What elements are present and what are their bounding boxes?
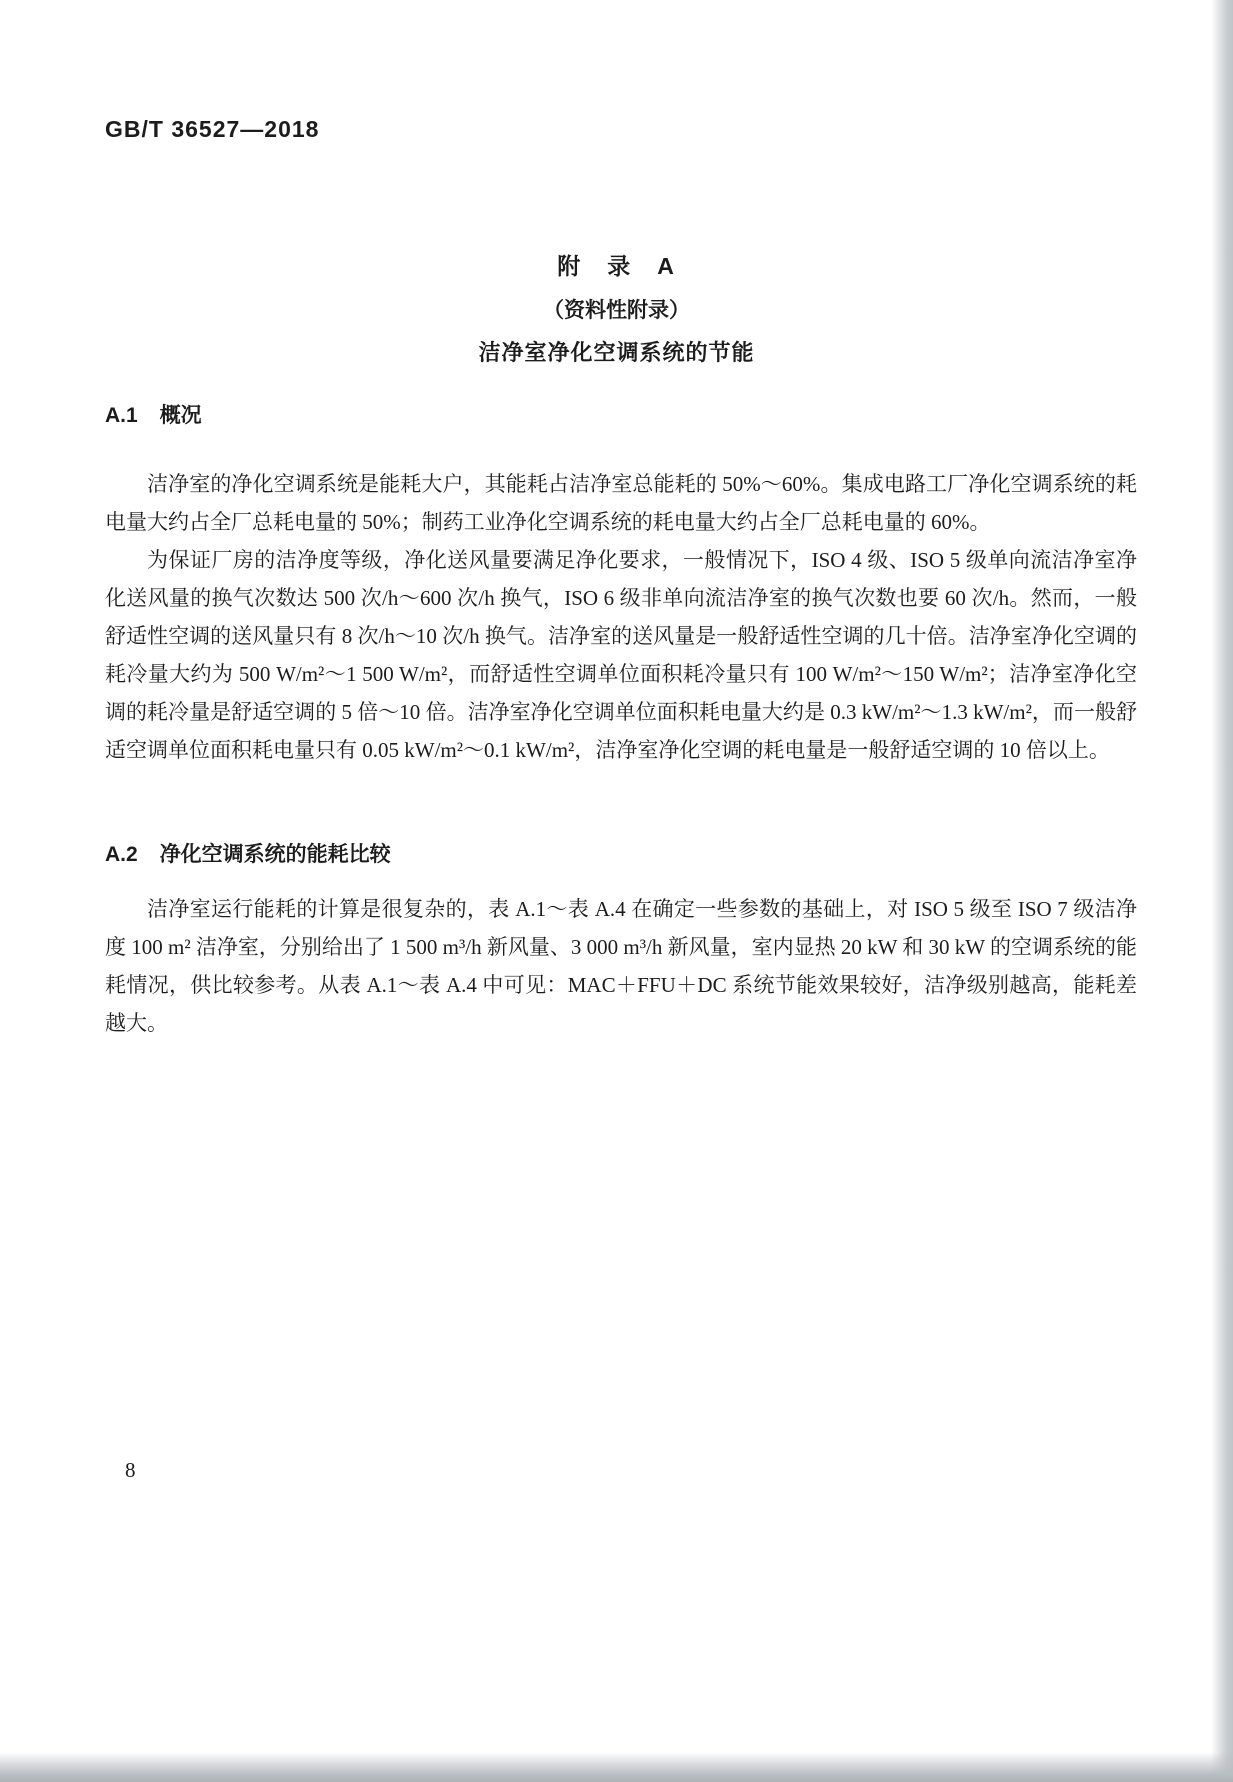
paragraph: 为保证厂房的洁净度等级，净化送风量要满足净化要求，一般情况下，ISO 4 级、ISO 5 级单向流洁净室净化送风量的换气次数达 500 次/h～600 次/h 换气，ISO 6 级非单向流洁净室的换气次数也要 60 次/h。然而，一般舒适性空调的送风量只有 8 次/h～10 次/h 换气。洁净室的送风量是一般舒适性空调的几十倍。洁净室净化空调的耗冷量大约为 500 W/m²～1 500 W/m²，而舒适性空调单位面积耗冷量只有 100 W/m²～150 W/m²；洁净室净化空调的耗冷量是舒适空调的 5 倍～10 倍。洁净室净化空调单位面积耗电量大约是 0.3 kW/m²～1.3 kW/m²，而一般舒适空调单位面积耗电量只有 0.05 kW/m²～0.1 kW/m²，洁净室净化空调的耗电量是一般舒适空调的 10 倍以上。 xyxy=(105,548,1137,762)
section-number: A.1 xyxy=(105,404,138,427)
page-number: 8 xyxy=(125,1458,136,1482)
appendix-title-block xyxy=(0,248,1233,367)
appendix-title: 附 录 A xyxy=(557,253,676,279)
appendix-heading: 洁净室净化空调系统的节能 xyxy=(478,340,755,365)
section-title: 概况 xyxy=(159,404,202,427)
paragraph: 洁净室的净化空调系统是能耗大户，其能耗占洁净室总能耗的 50%～60%。集成电路工厂净化空调系统的耗电量大约占全厂总耗电量的 50%；制药工业净化空调系统的耗电量大约占全厂总耗电量的 60%。 xyxy=(105,472,1137,534)
section-title: 净化空调系统的能耗比较 xyxy=(159,843,391,866)
section-a1-body xyxy=(105,465,1137,769)
appendix-subtitle: （资料性附录） xyxy=(543,299,690,322)
standard-number: GB/T 36527—2018 xyxy=(105,116,320,142)
scan-edge-right xyxy=(1211,0,1233,1782)
section-heading-a2 xyxy=(105,838,391,868)
section-a2-body xyxy=(105,890,1137,1042)
section-number: A.2 xyxy=(105,843,138,866)
scan-edge-bottom xyxy=(0,1752,1233,1782)
paragraph: 洁净室运行能耗的计算是很复杂的，表 A.1～表 A.4 在确定一些参数的基础上，对 ISO 5 级至 ISO 7 级洁净度 100 m² 洁净室，分别给出了 1 500 m³/h 新风量、3 000 m³/h 新风量，室内显热 20 kW 和 30 kW 的空调系统的能耗情况，供比较参考。从表 A.1～表 A.4 中可见：MAC＋FFU＋DC 系统节能效果较好，洁净级别越高，能耗差越大。 xyxy=(105,897,1137,1035)
section-heading-a1 xyxy=(105,399,202,429)
